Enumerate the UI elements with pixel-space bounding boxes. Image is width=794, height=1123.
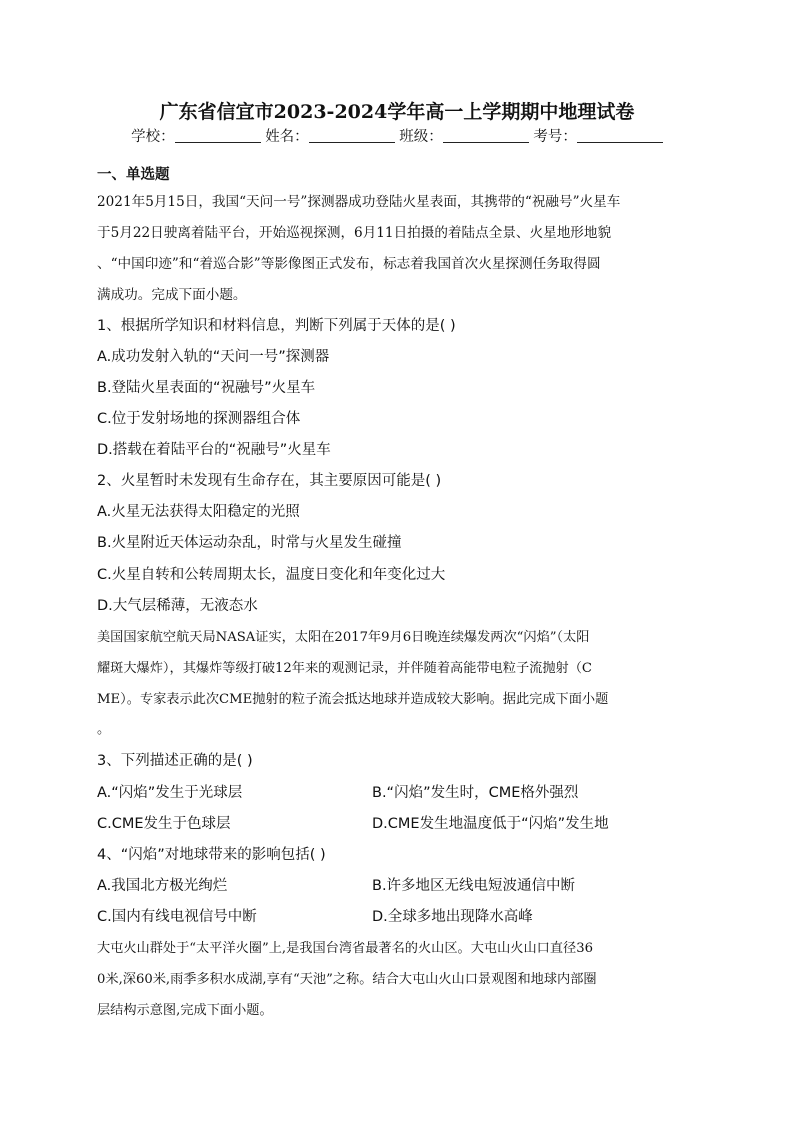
question-stem: 2、火星暂时未发现有生命存在，其主要原因可能是( ) xyxy=(97,473,442,489)
passage-line: 耀斑大爆炸），其爆炸等级打破12年来的观测记录，并伴随着高能带电粒子流抛射（C xyxy=(97,661,593,676)
passage-line: 于5月22日驶离着陆平台，开始巡视探测，6月11日拍摄的着陆点全景、火星地形地貌 xyxy=(97,225,612,241)
passage-line: 层结构示意图,完成下面小题。 xyxy=(97,1003,273,1018)
option-b[interactable]: B.“闪焰”发生时，CME格外强烈 xyxy=(372,785,579,801)
option-c[interactable]: C.位于发射场地的探测器组合体 xyxy=(97,411,301,427)
option-a[interactable]: A.火星无法获得太阳稳定的光照 xyxy=(97,504,300,520)
option-a[interactable]: A.“闪焰”发生于光球层 xyxy=(97,785,243,801)
number-blank[interactable] xyxy=(577,128,663,143)
student-info-line xyxy=(0,125,794,146)
class-blank[interactable] xyxy=(443,128,529,143)
passage-line: 满成功。完成下面小题。 xyxy=(97,287,247,303)
passage-line: 2021年5月15日，我国“天问一号”探测器成功登陆火星表面，其携带的“祝融号”火星车 xyxy=(97,194,621,210)
passage-line: 美国国家航空航天局NASA证实，太阳在2017年9月6日晚连续爆发两次“闪焰”（太阳 xyxy=(97,630,590,645)
option-a[interactable]: A.我国北方极光绚烂 xyxy=(97,878,228,894)
question-stem: 1、根据所学知识和材料信息，判断下列属于天体的是( ) xyxy=(97,318,456,334)
option-d[interactable]: D.大气层稀薄，无液态水 xyxy=(97,598,258,614)
passage-line: 、“中国印迹”和“着巡合影”等影像图正式发布，标志着我国首次火星探测任务取得圆 xyxy=(97,256,601,272)
question-stem: 4、“闪焰”对地球带来的影响包括( ) xyxy=(97,847,326,863)
passage-line: 。 xyxy=(97,722,111,737)
option-c[interactable]: C.CME发生于色球层 xyxy=(97,816,231,832)
section-heading: 一、单选题 xyxy=(97,167,170,183)
option-a[interactable]: A.成功发射入轨的“天问一号”探测器 xyxy=(97,349,330,365)
number-label: 考号： xyxy=(533,129,577,145)
option-b[interactable]: B.许多地区无线电短波通信中断 xyxy=(372,878,576,894)
name-label: 姓名： xyxy=(265,129,309,145)
option-d[interactable]: D.CME发生地温度低于“闪焰”发生地 xyxy=(372,816,609,832)
option-d[interactable]: D.全球多地出现降水高峰 xyxy=(372,909,533,925)
passage-line: 大屯火山群处于“太平洋火圈”上,是我国台湾省最著名的火山区。大屯山火山口直径36 xyxy=(97,941,594,956)
passage-line: 0米,深60米,雨季多积水成湖,享有“天池”之称。结合大屯山火山口景观图和地球内部圈 xyxy=(97,972,597,987)
option-d[interactable]: D.搭载在着陆平台的“祝融号”火星车 xyxy=(97,442,331,458)
option-b[interactable]: B.登陆火星表面的“祝融号”火星车 xyxy=(97,380,316,396)
option-c[interactable]: C.国内有线电视信号中断 xyxy=(97,909,257,925)
option-b[interactable]: B.火星附近天体运动杂乱，时常与火星发生碰撞 xyxy=(97,535,402,551)
option-c[interactable]: C.火星自转和公转周期太长，温度日变化和年变化过大 xyxy=(97,567,446,583)
school-blank[interactable] xyxy=(175,128,261,143)
name-blank[interactable] xyxy=(309,128,395,143)
passage-line: ME）。专家表示此次CME抛射的粒子流会抵达地球并造成较大影响。据此完成下面小题 xyxy=(97,692,609,707)
school-label: 学校： xyxy=(131,129,175,145)
exam-title: 广东省信宜市2023-2024学年高一上学期期中地理试卷 xyxy=(159,101,635,123)
class-label: 班级： xyxy=(399,129,443,145)
question-stem: 3、下列描述正确的是( ) xyxy=(97,753,253,769)
